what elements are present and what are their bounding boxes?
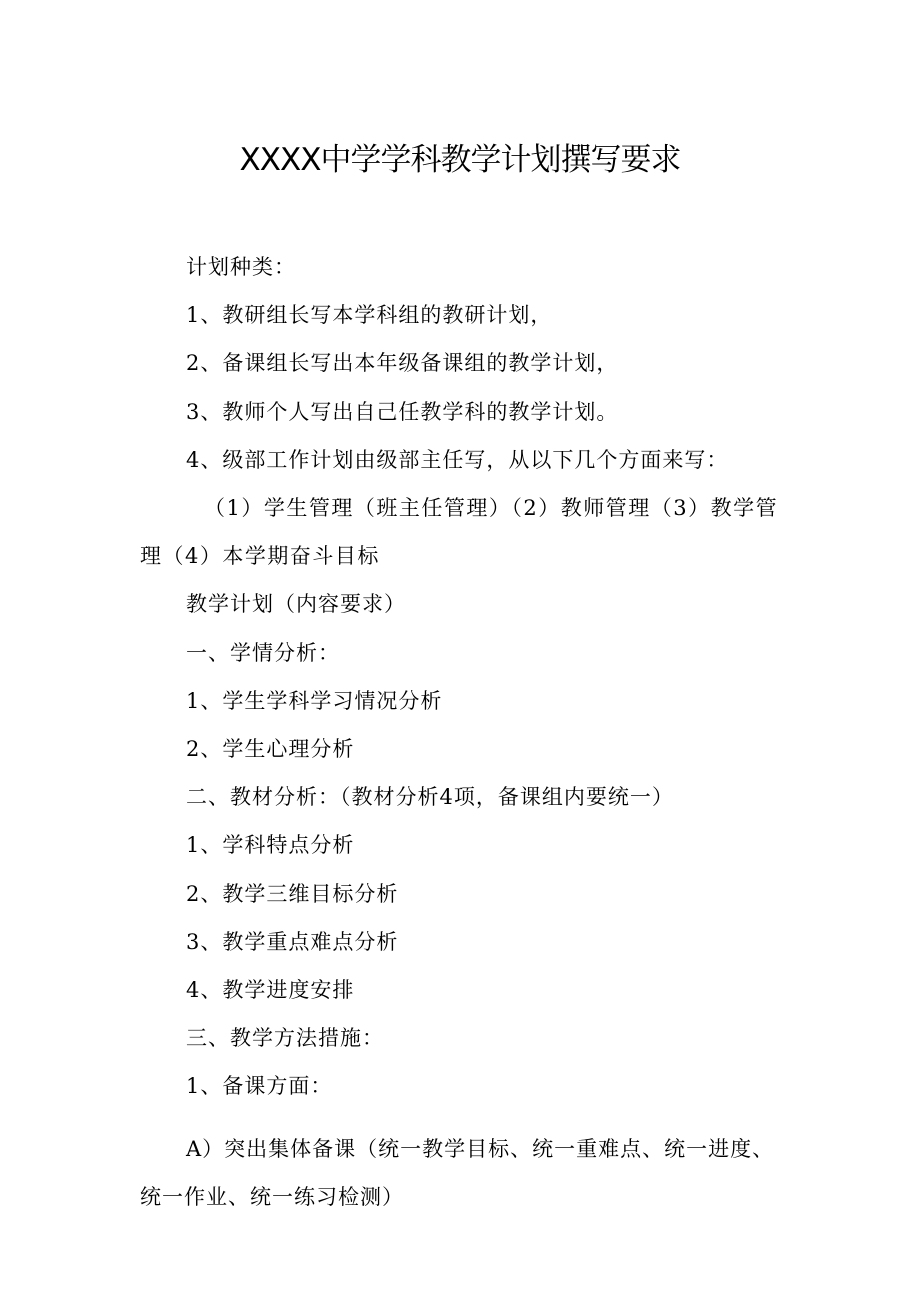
paragraph-section-heading: 三、教学方法措施： [186,1026,384,1051]
paragraph-item: 4、教学进度安排 [186,978,355,1003]
paragraph-section-heading: 二、教材分析：（教材分析4项，备课组内要统一） [186,785,674,810]
paragraph-plan-types: 计划种类： [186,255,296,279]
paragraph-section-heading: 一、学情分析： [186,640,340,665]
document-title: XXXX中学学科教学计划撰写要求 [239,142,681,178]
document-body [140,243,790,1221]
paragraph-item: 2、备课组长写出本年级备课组的教学计划， [186,351,619,376]
paragraph-item: 1、备课方面： [186,1074,333,1099]
paragraph-grade-plan-aspects: （1）学生管理（班主任管理）（2）教师管理（3）教学管理（4）本学期奋斗目标 [140,496,779,569]
paragraph-collective-prep: A）突出集体备课（统一教学目标、统一重难点、统一进度、统一作业、统一练习检测） [140,1136,775,1209]
paragraph-item: 1、学生学科学习情况分析 [186,688,443,713]
paragraph-item: 3、教师个人写出自己任教学科的教学计划。 [186,399,619,424]
paragraph-item: 2、学生心理分析 [186,737,355,762]
paragraph-item: 3、教学重点难点分析 [186,929,399,954]
paragraph-item: 2、教学三维目标分析 [186,881,399,906]
paragraph-item: 1、教研组长写本学科组的教研计划， [186,303,553,328]
paragraph-teaching-plan: 教学计划（内容要求） [186,592,406,617]
paragraph-item: 1、学科特点分析 [186,833,355,858]
paragraph-item: 4、级部工作计划由级部主任写，从以下几个方面来写： [186,447,729,472]
